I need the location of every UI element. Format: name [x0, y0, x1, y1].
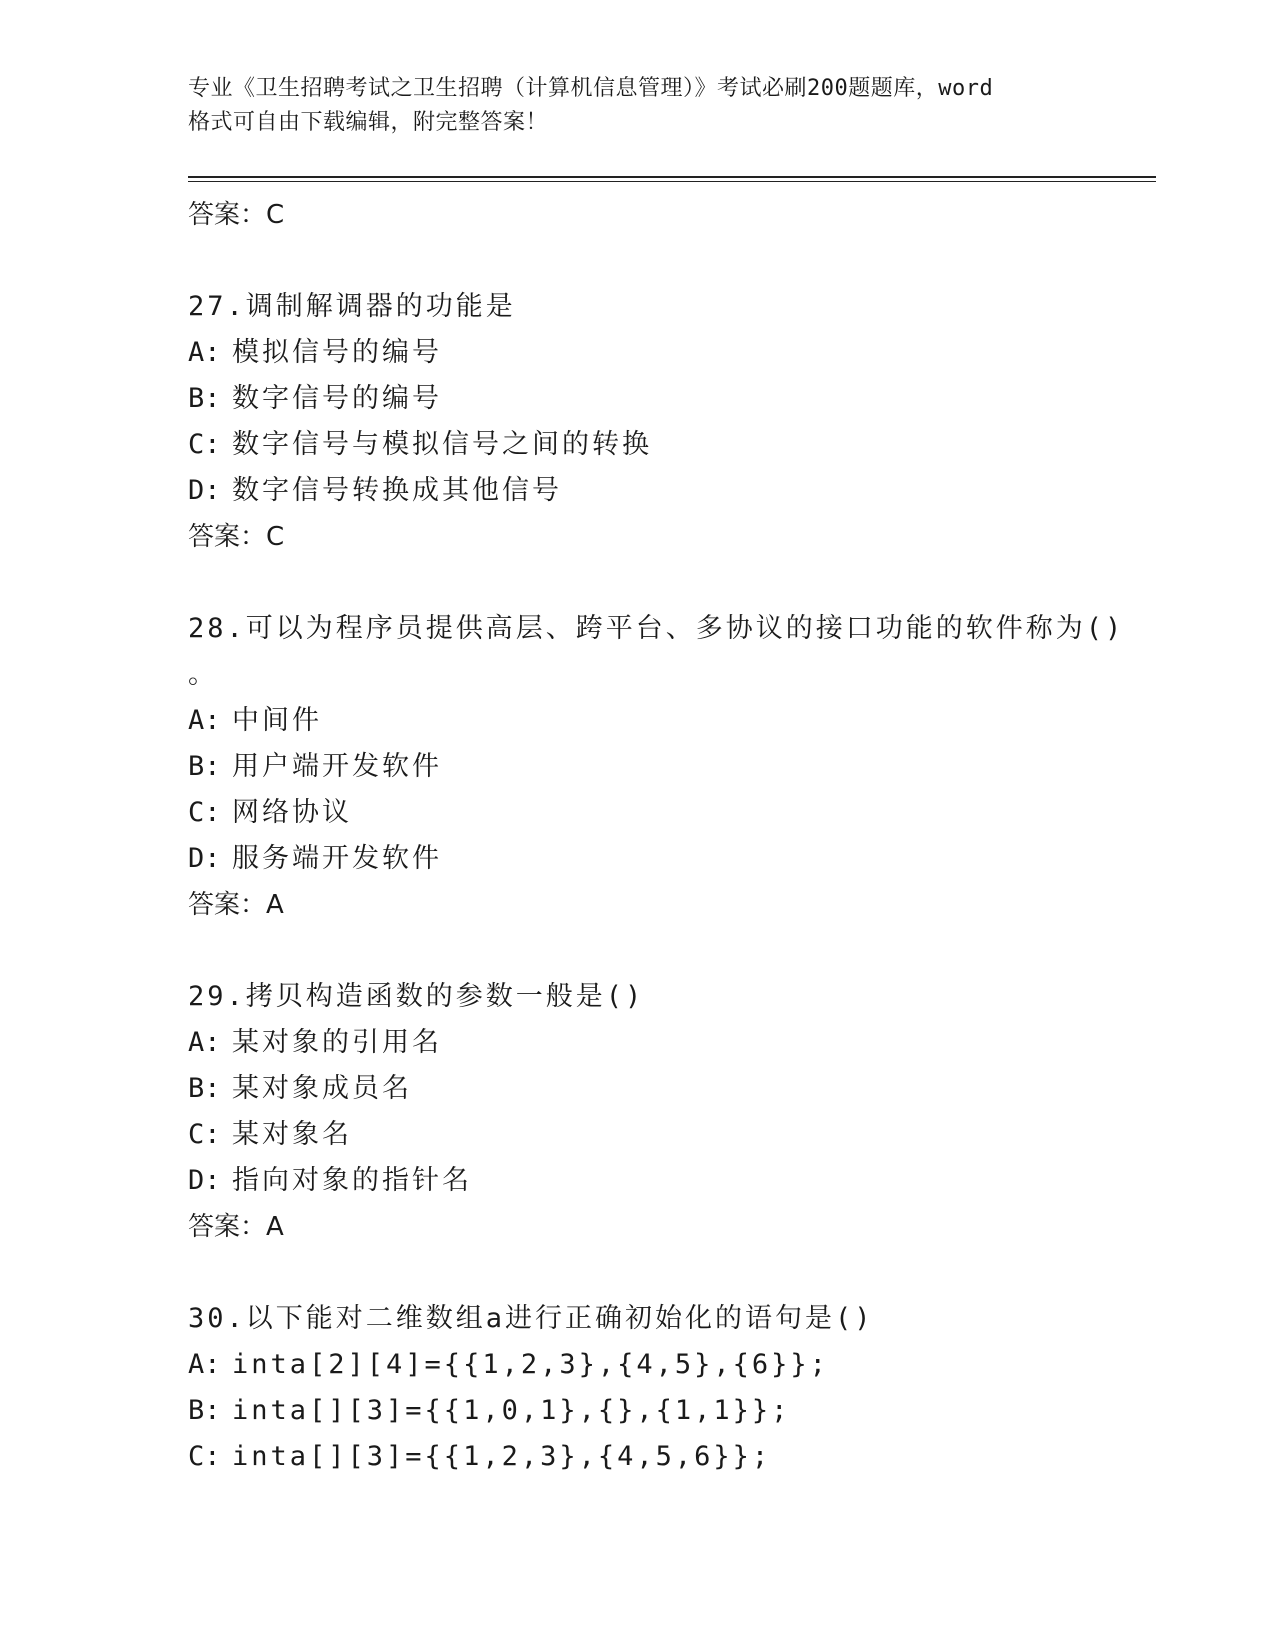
option-text: 某对象成员名	[232, 1073, 412, 1104]
option-row	[188, 1434, 1148, 1480]
question-block	[188, 284, 1148, 560]
question-stem: 30.以下能对二维数组a进行正确初始化的语句是()	[188, 1303, 874, 1334]
option-row	[188, 376, 1148, 422]
option-text: 指向对象的指针名	[232, 1165, 472, 1196]
option-text: 某对象名	[232, 1119, 352, 1150]
option-row	[188, 744, 1148, 790]
option-text: 数字信号的编号	[232, 383, 442, 414]
answer-line: 答案：C	[188, 522, 285, 552]
option-text: 某对象的引用名	[232, 1027, 442, 1058]
document-header	[188, 72, 1088, 140]
option-key: B:	[188, 1395, 221, 1426]
option-key: C:	[188, 429, 221, 460]
option-key: B:	[188, 1073, 221, 1104]
question-stem: 27.调制解调器的功能是	[188, 291, 516, 322]
question-block	[188, 1296, 1148, 1480]
question-block	[188, 606, 1148, 928]
option-text: 网络协议	[232, 797, 352, 828]
question-spacer	[188, 238, 1148, 284]
header-divider-thick	[188, 176, 1156, 178]
answer-line: 答案：A	[188, 1212, 284, 1242]
option-key: C:	[188, 1441, 221, 1472]
question-stem: 28.可以为程序员提供高层、跨平台、多协议的接口功能的软件称为()	[188, 613, 1125, 644]
option-key: C:	[188, 797, 221, 828]
option-row	[188, 330, 1148, 376]
option-row	[188, 836, 1148, 882]
previous-answer: 答案：C	[188, 200, 285, 230]
option-text: inta[][3]={{1,0,1},{},{1,1}};	[232, 1395, 791, 1426]
option-key: A:	[188, 337, 221, 368]
option-text: inta[][3]={{1,2,3},{4,5,6}};	[232, 1441, 772, 1472]
option-row	[188, 422, 1148, 468]
question-spacer	[188, 928, 1148, 974]
option-text: 数字信号转换成其他信号	[232, 475, 562, 506]
option-key: A:	[188, 1027, 221, 1058]
option-row	[188, 1158, 1148, 1204]
option-key: D:	[188, 475, 221, 506]
question-list	[188, 192, 1148, 1480]
option-row	[188, 1066, 1148, 1112]
option-key: D:	[188, 843, 221, 874]
option-text: 数字信号与模拟信号之间的转换	[232, 429, 652, 460]
option-key: A:	[188, 705, 221, 736]
option-key: B:	[188, 383, 221, 414]
option-text: 中间件	[232, 705, 322, 736]
header-line-1: 专业《卫生招聘考试之卫生招聘（计算机信息管理）》考试必刷200题题库，word	[188, 76, 994, 101]
question-stem: 29.拷贝构造函数的参数一般是()	[188, 981, 645, 1012]
header-divider-thin	[188, 181, 1156, 182]
option-text: 模拟信号的编号	[232, 337, 442, 368]
option-key: B:	[188, 751, 221, 782]
option-row	[188, 1342, 1148, 1388]
option-key: A:	[188, 1349, 221, 1380]
question-stem-continued: 。	[188, 659, 218, 690]
option-text: 用户端开发软件	[232, 751, 442, 782]
question-spacer	[188, 1250, 1148, 1296]
option-row	[188, 1388, 1148, 1434]
option-text: 服务端开发软件	[232, 843, 442, 874]
option-key: C:	[188, 1119, 221, 1150]
answer-line: 答案：A	[188, 890, 284, 920]
option-row	[188, 790, 1148, 836]
header-line-2: 格式可自由下载编辑，附完整答案！	[188, 110, 549, 135]
question-block	[188, 974, 1148, 1250]
option-row	[188, 698, 1148, 744]
option-row	[188, 1020, 1148, 1066]
option-row	[188, 468, 1148, 514]
option-row	[188, 1112, 1148, 1158]
option-text: inta[2][4]={{1,2,3},{4,5},{6}};	[232, 1349, 829, 1380]
question-spacer	[188, 560, 1148, 606]
option-key: D:	[188, 1165, 221, 1196]
